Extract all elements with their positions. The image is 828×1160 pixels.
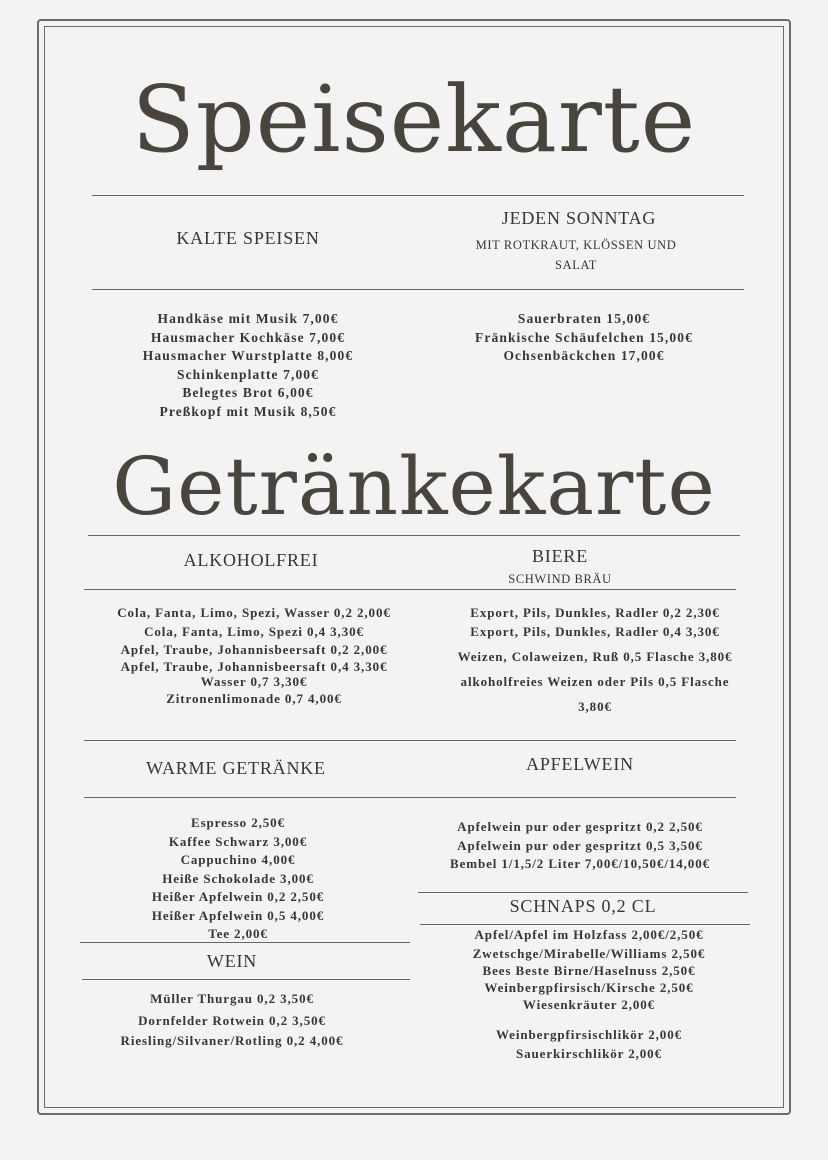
list-item: Apfel/Apfel im Holzfass 2,00€/2,50€: [474, 927, 704, 942]
drinks-menu-title: Getränkekarte: [112, 440, 716, 533]
list-item: Fränkische Schäufelchen 15,00€: [475, 329, 693, 345]
list-item: Heiße Schokolade 3,00€: [162, 870, 314, 886]
list-item: Hausmacher Kochkäse 7,00€: [150, 329, 346, 345]
list-item: Export, Pils, Dunkles, Radler 0,4 3,30€: [470, 623, 720, 639]
list-item: Hausmacher Wurstplatte 8,00€: [142, 348, 354, 363]
list-item: Preßkopf mit Musik 8,50€: [159, 403, 337, 419]
list-item: Bees Beste Birne/Haselnuss 2,50€: [482, 962, 696, 978]
divider: [84, 740, 736, 741]
kalte-speisen-heading: KALTE SPEISEN: [176, 228, 320, 248]
list-item: Weizen, Colaweizen, Ruß 0,5 Flasche 3,80€: [457, 649, 733, 664]
wein-heading: WEIN: [206, 951, 258, 971]
list-item: Dornfelder Rotwein 0,2 3,50€: [138, 1013, 326, 1028]
divider: [84, 797, 736, 798]
food-menu-title: Speisekarte: [131, 66, 697, 173]
list-item: Kaffee Schwarz 3,00€: [168, 833, 308, 849]
list-item: Belegtes Brot 6,00€: [182, 385, 314, 400]
list-item: Müller Thurgau 0,2 3,50€: [150, 991, 314, 1006]
list-item: alkoholfreies Weizen oder Pils 0,5 Flasche 3,80€: [460, 674, 730, 714]
likoer-list: [424, 1026, 754, 1063]
list-item: Sauerkirschlikör 2,00€: [516, 1045, 662, 1061]
divider: [420, 924, 750, 925]
list-item: Heißer Apfelwein 0,5 4,00€: [151, 907, 325, 923]
list-item: Weinbergpfirsisch/Kirsche 2,50€: [484, 979, 694, 995]
list-item: Schinkenplatte 7,00€: [176, 366, 320, 382]
list-item: Riesling/Silvaner/Rotling 0,2 4,00€: [120, 1033, 344, 1048]
divider: [84, 589, 736, 590]
apfelwein-heading: APFELWEIN: [526, 754, 634, 774]
list-item: Export, Pils, Dunkles, Radler 0,2 2,30€: [470, 605, 720, 620]
list-item: Sauerbraten 15,00€: [517, 311, 651, 326]
list-item: Wiesenkräuter 2,00€: [522, 996, 656, 1012]
apfelwein-list: [410, 818, 750, 874]
schnaps-list: [424, 926, 754, 1013]
divider: [92, 195, 744, 196]
divider: [80, 942, 410, 943]
biere-heading: BIERE: [532, 546, 588, 566]
list-item: Handkäse mit Musik 7,00€: [157, 311, 339, 326]
divider: [92, 289, 744, 290]
list-item: Ochsenbäckchen 17,00€: [503, 348, 665, 363]
sonntag-subheading: MIT ROTKRAUT, KLÖSSEN UND SALAT: [475, 238, 677, 272]
list-item: Wasser 0,7 3,30€: [200, 673, 308, 689]
schnaps-heading: SCHNAPS 0,2 CL: [509, 896, 657, 916]
alkoholfrei-heading: ALKOHOLFREI: [183, 550, 319, 570]
list-item: Cappuchino 4,00€: [180, 852, 296, 867]
list-item: Weinbergpfirsischlikör 2,00€: [495, 1027, 683, 1042]
warme-getraenke-heading: WARME GETRÄNKE: [146, 758, 326, 778]
list-item: Apfel, Traube, Johannisbeersaft 0,4 3,30€: [120, 658, 388, 674]
warme-getraenke-list: [86, 814, 390, 944]
list-item: Cola, Fanta, Limo, Spezi 0,4 3,30€: [144, 623, 364, 639]
divider: [88, 535, 740, 536]
list-item: Cola, Fanta, Limo, Spezi, Wasser 0,2 2,00€: [117, 605, 391, 620]
biere-subheading: SCHWIND BRÄU: [508, 572, 612, 586]
list-item: Bembel 1/1,5/2 Liter 7,00€/10,50€/14,00€: [450, 856, 710, 871]
alkoholfrei-list: [80, 604, 428, 708]
wein-list: [80, 988, 384, 1049]
list-item: Espresso 2,50€: [191, 815, 285, 830]
list-item: Apfelwein pur oder gespritzt 0,2 2,50€: [457, 819, 703, 834]
biere-list: [430, 604, 760, 719]
list-item: Zitronenlimonade 0,7 4,00€: [166, 690, 342, 706]
list-item: Heißer Apfelwein 0,2 2,50€: [151, 889, 325, 904]
list-item: Tee 2,00€: [208, 926, 268, 941]
sonntag-list: [414, 310, 754, 366]
kalte-speisen-list: [92, 310, 404, 421]
divider: [82, 979, 410, 980]
list-item: Zwetschge/Mirabelle/Williams 2,50€: [472, 945, 706, 961]
divider: [418, 892, 748, 893]
list-item: Apfel, Traube, Johannisbeersaft 0,2 2,00€: [120, 642, 388, 657]
list-item: Apfelwein pur oder gespritzt 0,5 3,50€: [457, 837, 703, 853]
sonntag-heading: JEDEN SONNTAG: [501, 208, 657, 228]
